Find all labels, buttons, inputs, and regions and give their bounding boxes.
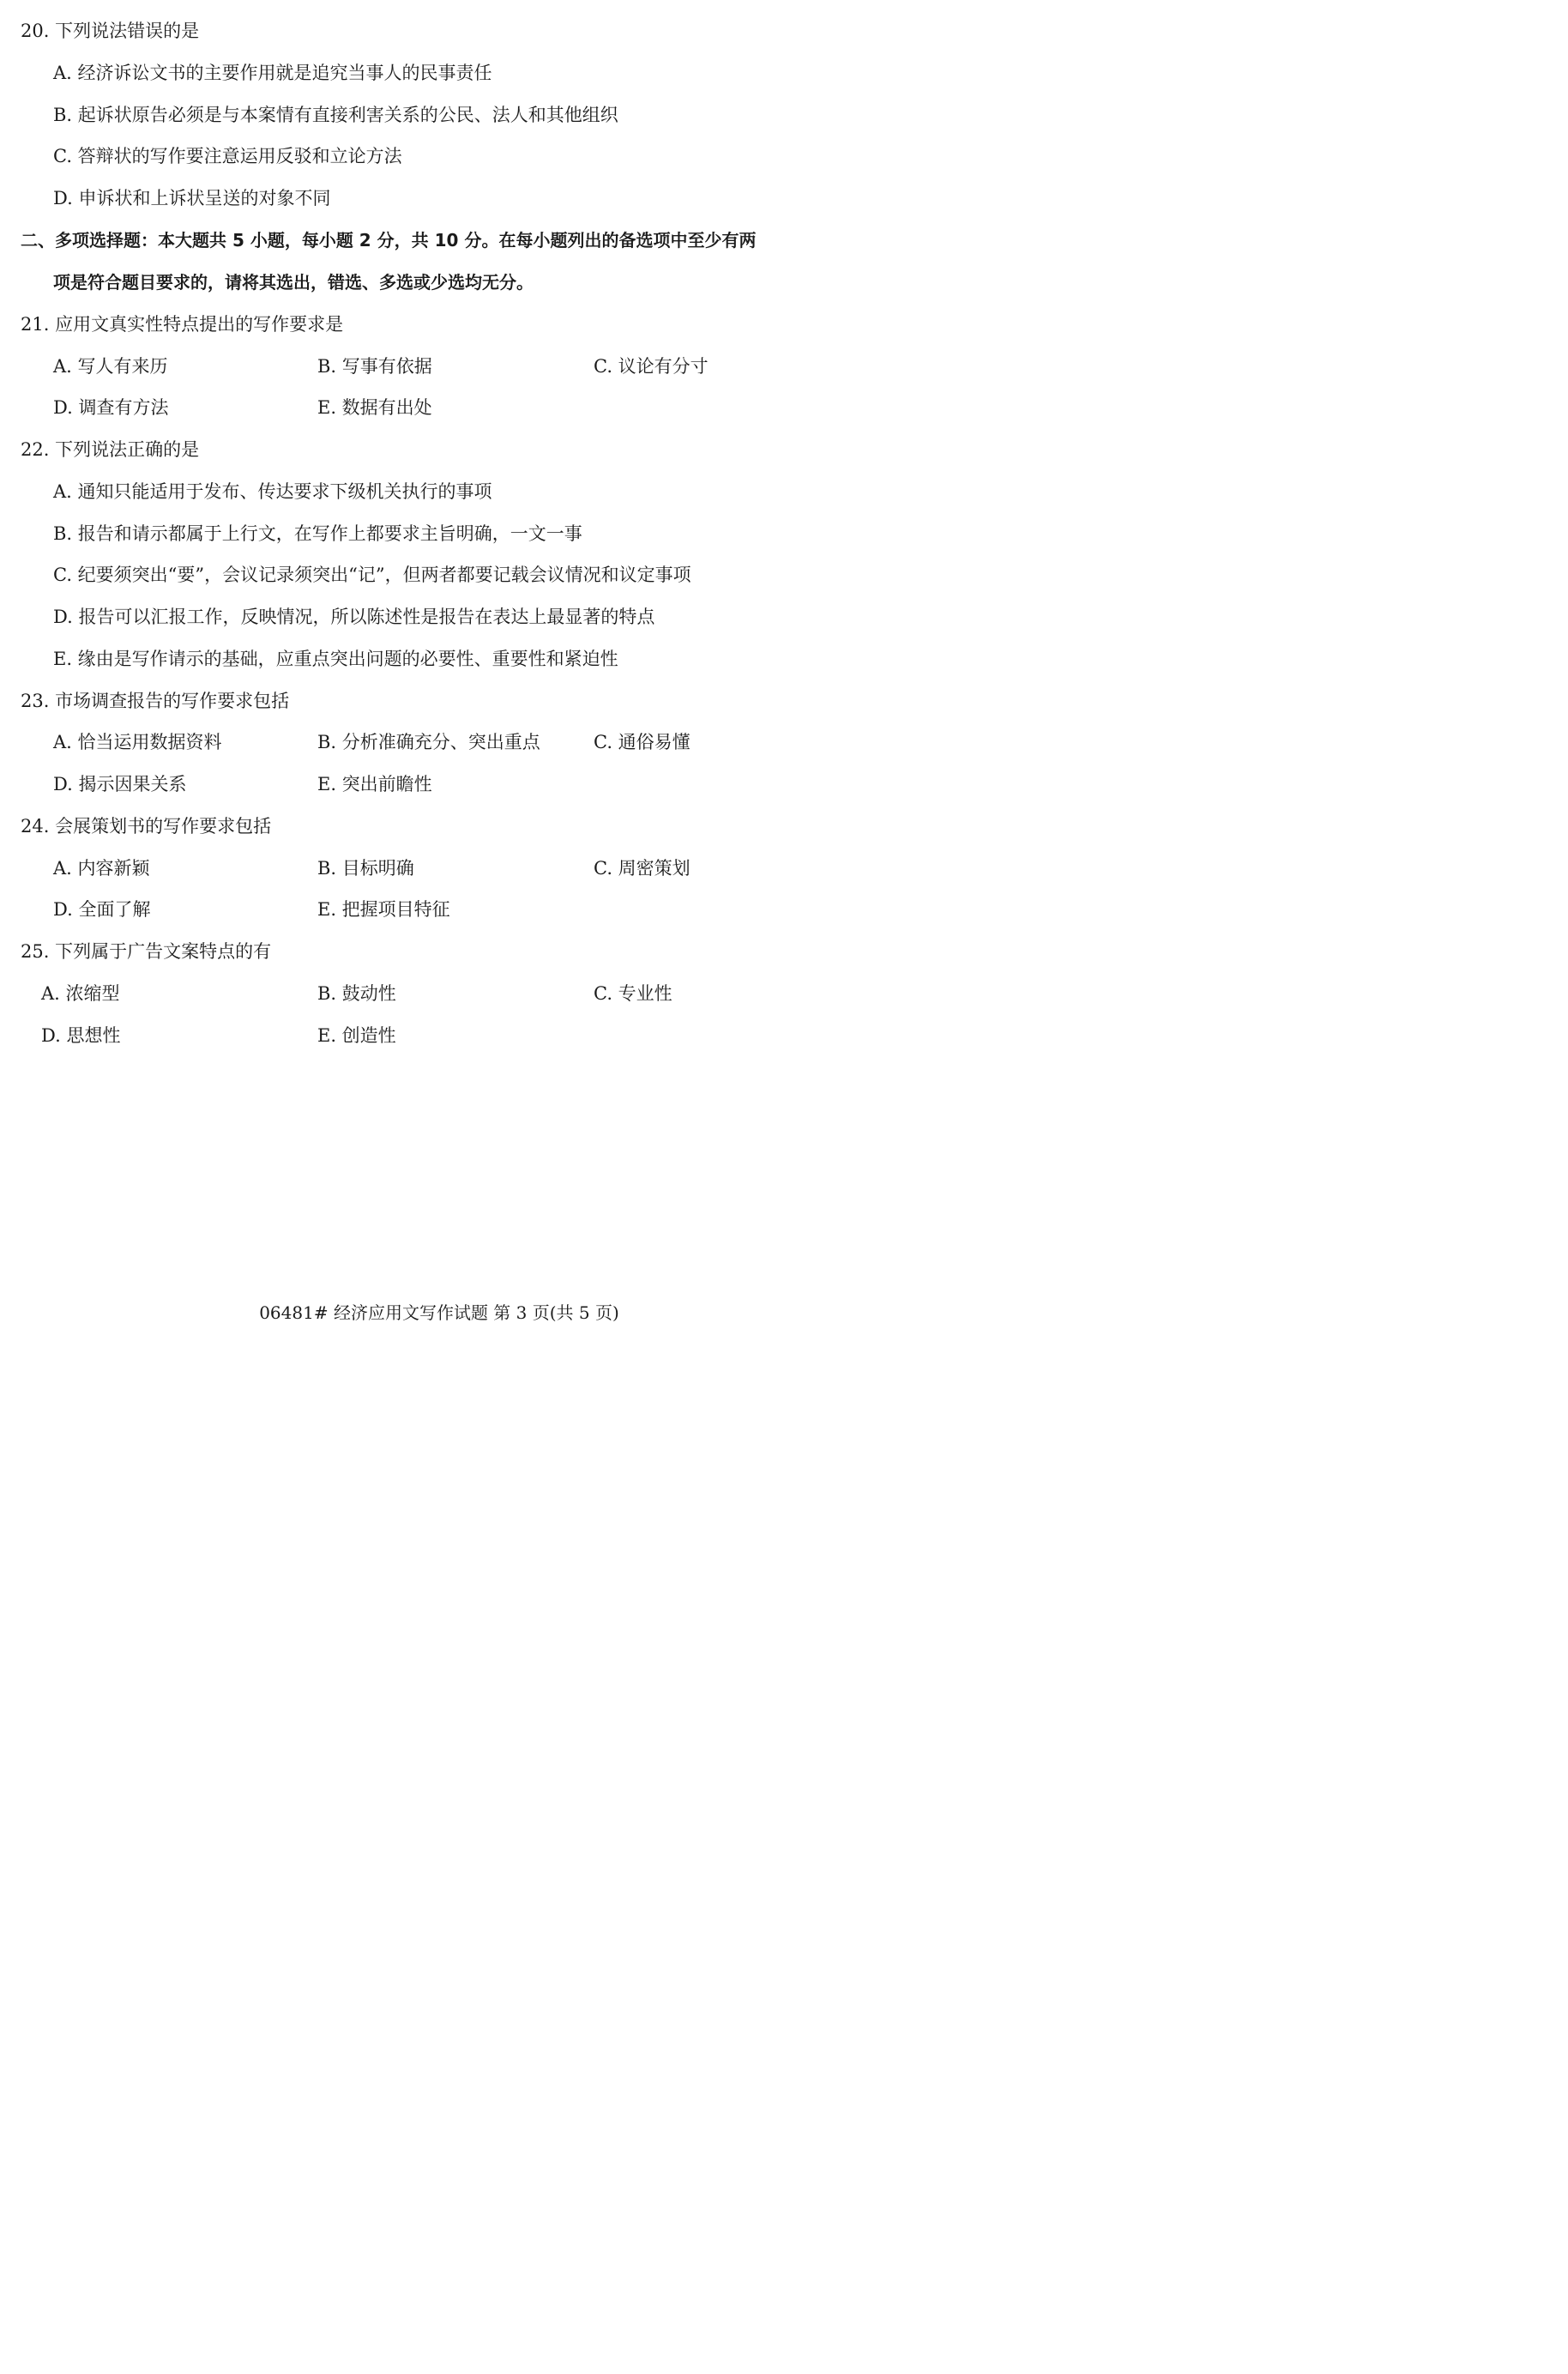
question-21-option-a: A. 写人有来历 [53,356,168,377]
question-24-option-a: A. 内容新颖 [53,858,150,879]
question-24-option-b: B. 目标明确 [317,858,414,879]
question-24-option-c: C. 周密策划 [594,858,691,879]
exam-page [0,0,878,1334]
question-23-option-b: B. 分析准确充分、突出重点 [317,732,540,752]
question-24-stem: 24. 会展策划书的写作要求包括 [21,816,272,837]
question-23-option-a: A. 恰当运用数据资料 [53,732,222,752]
question-20-option-b: B. 起诉状原告必须是与本案情有直接利害关系的公民、法人和其他组织 [53,105,618,125]
question-23-option-d: D. 揭示因果关系 [53,774,187,794]
question-22-stem: 22. 下列说法正确的是 [21,439,200,460]
page-footer: 06481# 经济应用文写作试题 第 3 页(共 5 页) [259,1302,619,1323]
question-21-option-b: B. 写事有依据 [317,356,432,377]
section-2-heading-line-2: 项是符合题目要求的，请将其选出，错选、多选或少选均无分。 [53,272,534,293]
question-23-stem: 23. 市场调查报告的写作要求包括 [21,691,290,711]
question-20-option-a: A. 经济诉讼文书的主要作用就是追究当事人的民事责任 [53,63,492,83]
question-22-option-d: D. 报告可以汇报工作，反映情况，所以陈述性是报告在表达上最显著的特点 [53,607,655,627]
question-21-option-e: E. 数据有出处 [317,397,432,418]
question-20-option-c: C. 答辩状的写作要注意运用反驳和立论方法 [53,146,402,166]
question-25-option-c: C. 专业性 [594,983,672,1004]
question-22-option-b: B. 报告和请示都属于上行文，在写作上都要求主旨明确，一文一事 [53,523,582,544]
question-20-stem: 20. 下列说法错误的是 [21,21,200,41]
question-25-option-e: E. 创造性 [317,1025,396,1046]
question-22-option-a: A. 通知只能适用于发布、传达要求下级机关执行的事项 [53,481,492,502]
question-25-option-b: B. 鼓动性 [317,983,396,1004]
question-25-option-a: A. 浓缩型 [41,983,120,1004]
question-20-option-d: D. 申诉状和上诉状呈送的对象不同 [53,188,331,208]
question-24-option-e: E. 把握项目特征 [317,899,450,920]
question-23-option-e: E. 突出前瞻性 [317,774,432,794]
question-25-option-d: D. 思想性 [41,1025,121,1046]
question-25-stem: 25. 下列属于广告文案特点的有 [21,941,272,962]
question-24-option-d: D. 全面了解 [53,899,151,920]
question-22-option-e: E. 缘由是写作请示的基础，应重点突出问题的必要性、重要性和紧迫性 [53,649,618,669]
question-23-option-c: C. 通俗易懂 [594,732,691,752]
question-21-stem: 21. 应用文真实性特点提出的写作要求是 [21,314,344,335]
section-2-heading-line-1: 二、多项选择题：本大题共 5 小题，每小题 2 分，共 10 分。在每小题列出的备选项中至少有两 [21,230,757,251]
question-21-option-d: D. 调查有方法 [53,397,169,418]
question-22-option-c: C. 纪要须突出“要”，会议记录须突出“记”，但两者都要记载会议情况和议定事项 [53,565,691,585]
question-21-option-c: C. 议论有分寸 [594,356,709,377]
